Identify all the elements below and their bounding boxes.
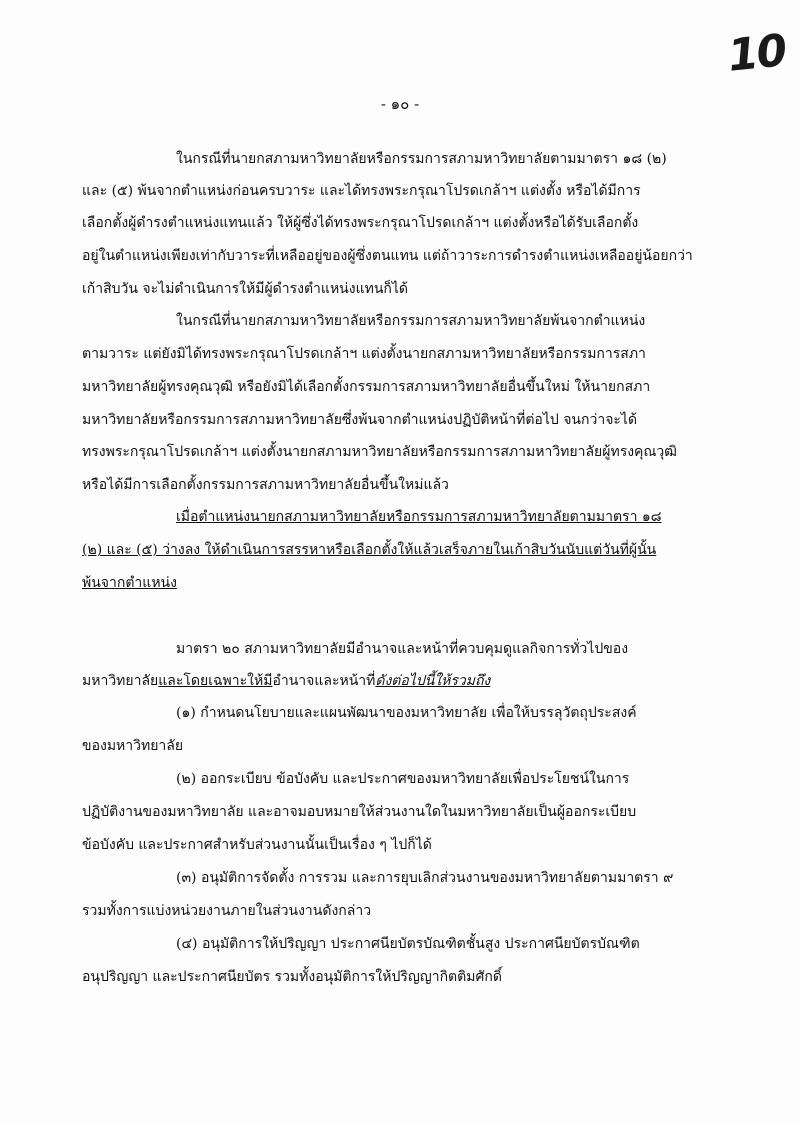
page-number: - ๑๐ -: [380, 95, 420, 113]
paragraph-line: ตามวาระ แต่ยังมิได้ทรงพระกรุณาโปรดเกล้าฯ แต่งตั้งนายกสภามหาวิทยาลัยหรือกรรมการสภา: [82, 346, 646, 362]
underlined-line: พ้นจากตำแหน่ง: [82, 575, 177, 591]
paragraph-line: และ (๕) พ้นจากตำแหน่งก่อนครบวาระ และได้ทรงพระกรุณาโปรดเกล้าฯ แต่งตั้ง หรือได้มีการ: [82, 183, 641, 199]
list-item-line: ปฏิบัติงานของมหาวิทยาลัย และอาจมอบหมายให้ส่วนงานใดในมหาวิทยาลัยเป็นผู้ออกระเบียบ: [82, 804, 637, 820]
paragraph-line: หรือได้มีการเลือกตั้งกรรมการสภามหาวิทยาลัยอื่นขึ้นใหม่แล้ว: [82, 477, 449, 493]
list-item-line: (๑) กำหนดนโยบายและแผนพัฒนาของมหาวิทยาลัย เพื่อให้บรรลุวัตถุประสงค์: [176, 705, 637, 721]
paragraph-line: ในกรณีที่นายกสภามหาวิทยาลัยหรือกรรมการสภามหาวิทยาลัยตามมาตรา ๑๘ (๒): [176, 151, 667, 167]
list-item-line: รวมทั้งการแบ่งหน่วยงานภายในส่วนงานดังกล่าว: [82, 903, 372, 919]
paragraph-line: เก้าสิบวัน จะไม่ดำเนินการให้มีผู้ดำรงตำแหน่งแทนก็ได้: [82, 281, 409, 297]
list-item-line: ของมหาวิทยาลัย: [82, 738, 184, 754]
underlined-line: (๒) และ (๕) ว่างลง ให้ดำเนินการสรรหาหรือเลือกตั้งให้แล้วเสร็จภายในเก้าสิบวันนับแต่วันที่ผู้นั้น: [82, 542, 657, 558]
paragraph-line: ในกรณีที่นายกสภามหาวิทยาลัยหรือกรรมการสภามหาวิทยาลัยพ้นจากตำแหน่ง: [176, 313, 646, 329]
underlined-phrase: และโดยเฉพาะให้มี: [158, 673, 273, 689]
paragraph-line: มหาวิทยาลัยหรือกรรมการสภามหาวิทยาลัยซึ่งพ้นจากตำแหน่งปฏิบัติหน้าที่ต่อไป จนกว่าจะได้: [82, 412, 638, 428]
underlined-line: เมื่อตำแหน่งนายกสภามหาวิทยาลัยหรือกรรมการสภามหาวิทยาลัยตามมาตรา ๑๘: [176, 509, 662, 525]
handwritten-page-number: 10: [725, 25, 788, 82]
section-heading-line: มาตรา ๒๐ สภามหาวิทยาลัยมีอำนาจและหน้าที่ควบคุมดูแลกิจการทั่วไปของ: [176, 641, 629, 657]
list-item-line: (๓) อนุมัติการจัดตั้ง การรวม และการยุบเลิกส่วนงานของมหาวิทยาลัยตามมาตรา ๙: [176, 870, 674, 886]
list-item-line: (๔) อนุมัติการให้ปริญญา ประกาศนียบัตรบัณฑิตชั้นสูง ประกาศนียบัตรบัณฑิต: [176, 936, 640, 952]
section-line-mixed: [82, 672, 490, 690]
list-item-line: อนุปริญญา และประกาศนียบัตร รวมทั้งอนุมัติการให้ปริญญากิตติมศักดิ์: [82, 969, 502, 985]
paragraph-line: เลือกตั้งผู้ดำรงตำแหน่งแทนแล้ว ให้ผู้ซึ่งได้ทรงพระกรุณาโปรดเกล้าฯ แต่งตั้งหรือได้รับเลือกตั้ง: [82, 215, 639, 231]
paragraph-line: อยู่ในตำแหน่งเพียงเท่ากับวาระที่เหลืออยู่ของผู้ซึ่งตนแทน แต่ถ้าวาระการดำรงตำแหน่งเหลืออยู่น้อยกว่า: [82, 248, 693, 264]
struck-phrase: ดังต่อไปนี้ให้รวมถึง: [375, 673, 491, 689]
paragraph-line: ทรงพระกรุณาโปรดเกล้าฯ แต่งตั้งนายกสภามหาวิทยาลัยหรือกรรมการสภามหาวิทยาลัยผู้ทรงคุณวุฒิ: [82, 444, 677, 460]
section-text: มหาวิทยาลัย: [82, 673, 159, 689]
list-item-line: (๒) ออกระเบียบ ข้อบังคับ และประกาศของมหาวิทยาลัยเพื่อประโยชน์ในการ: [176, 771, 630, 787]
list-item-line: ข้อบังคับ และประกาศสำหรับส่วนงานนั้นเป็นเรื่อง ๆ ไปก็ได้: [82, 837, 432, 853]
section-text: อำนาจและหน้าที่: [272, 673, 376, 689]
paragraph-line: มหาวิทยาลัยผู้ทรงคุณวุฒิ หรือยังมิได้เลือกตั้งกรรมการสภามหาวิทยาลัยอื่นขึ้นใหม่ ให้นายกสภา: [82, 379, 651, 395]
